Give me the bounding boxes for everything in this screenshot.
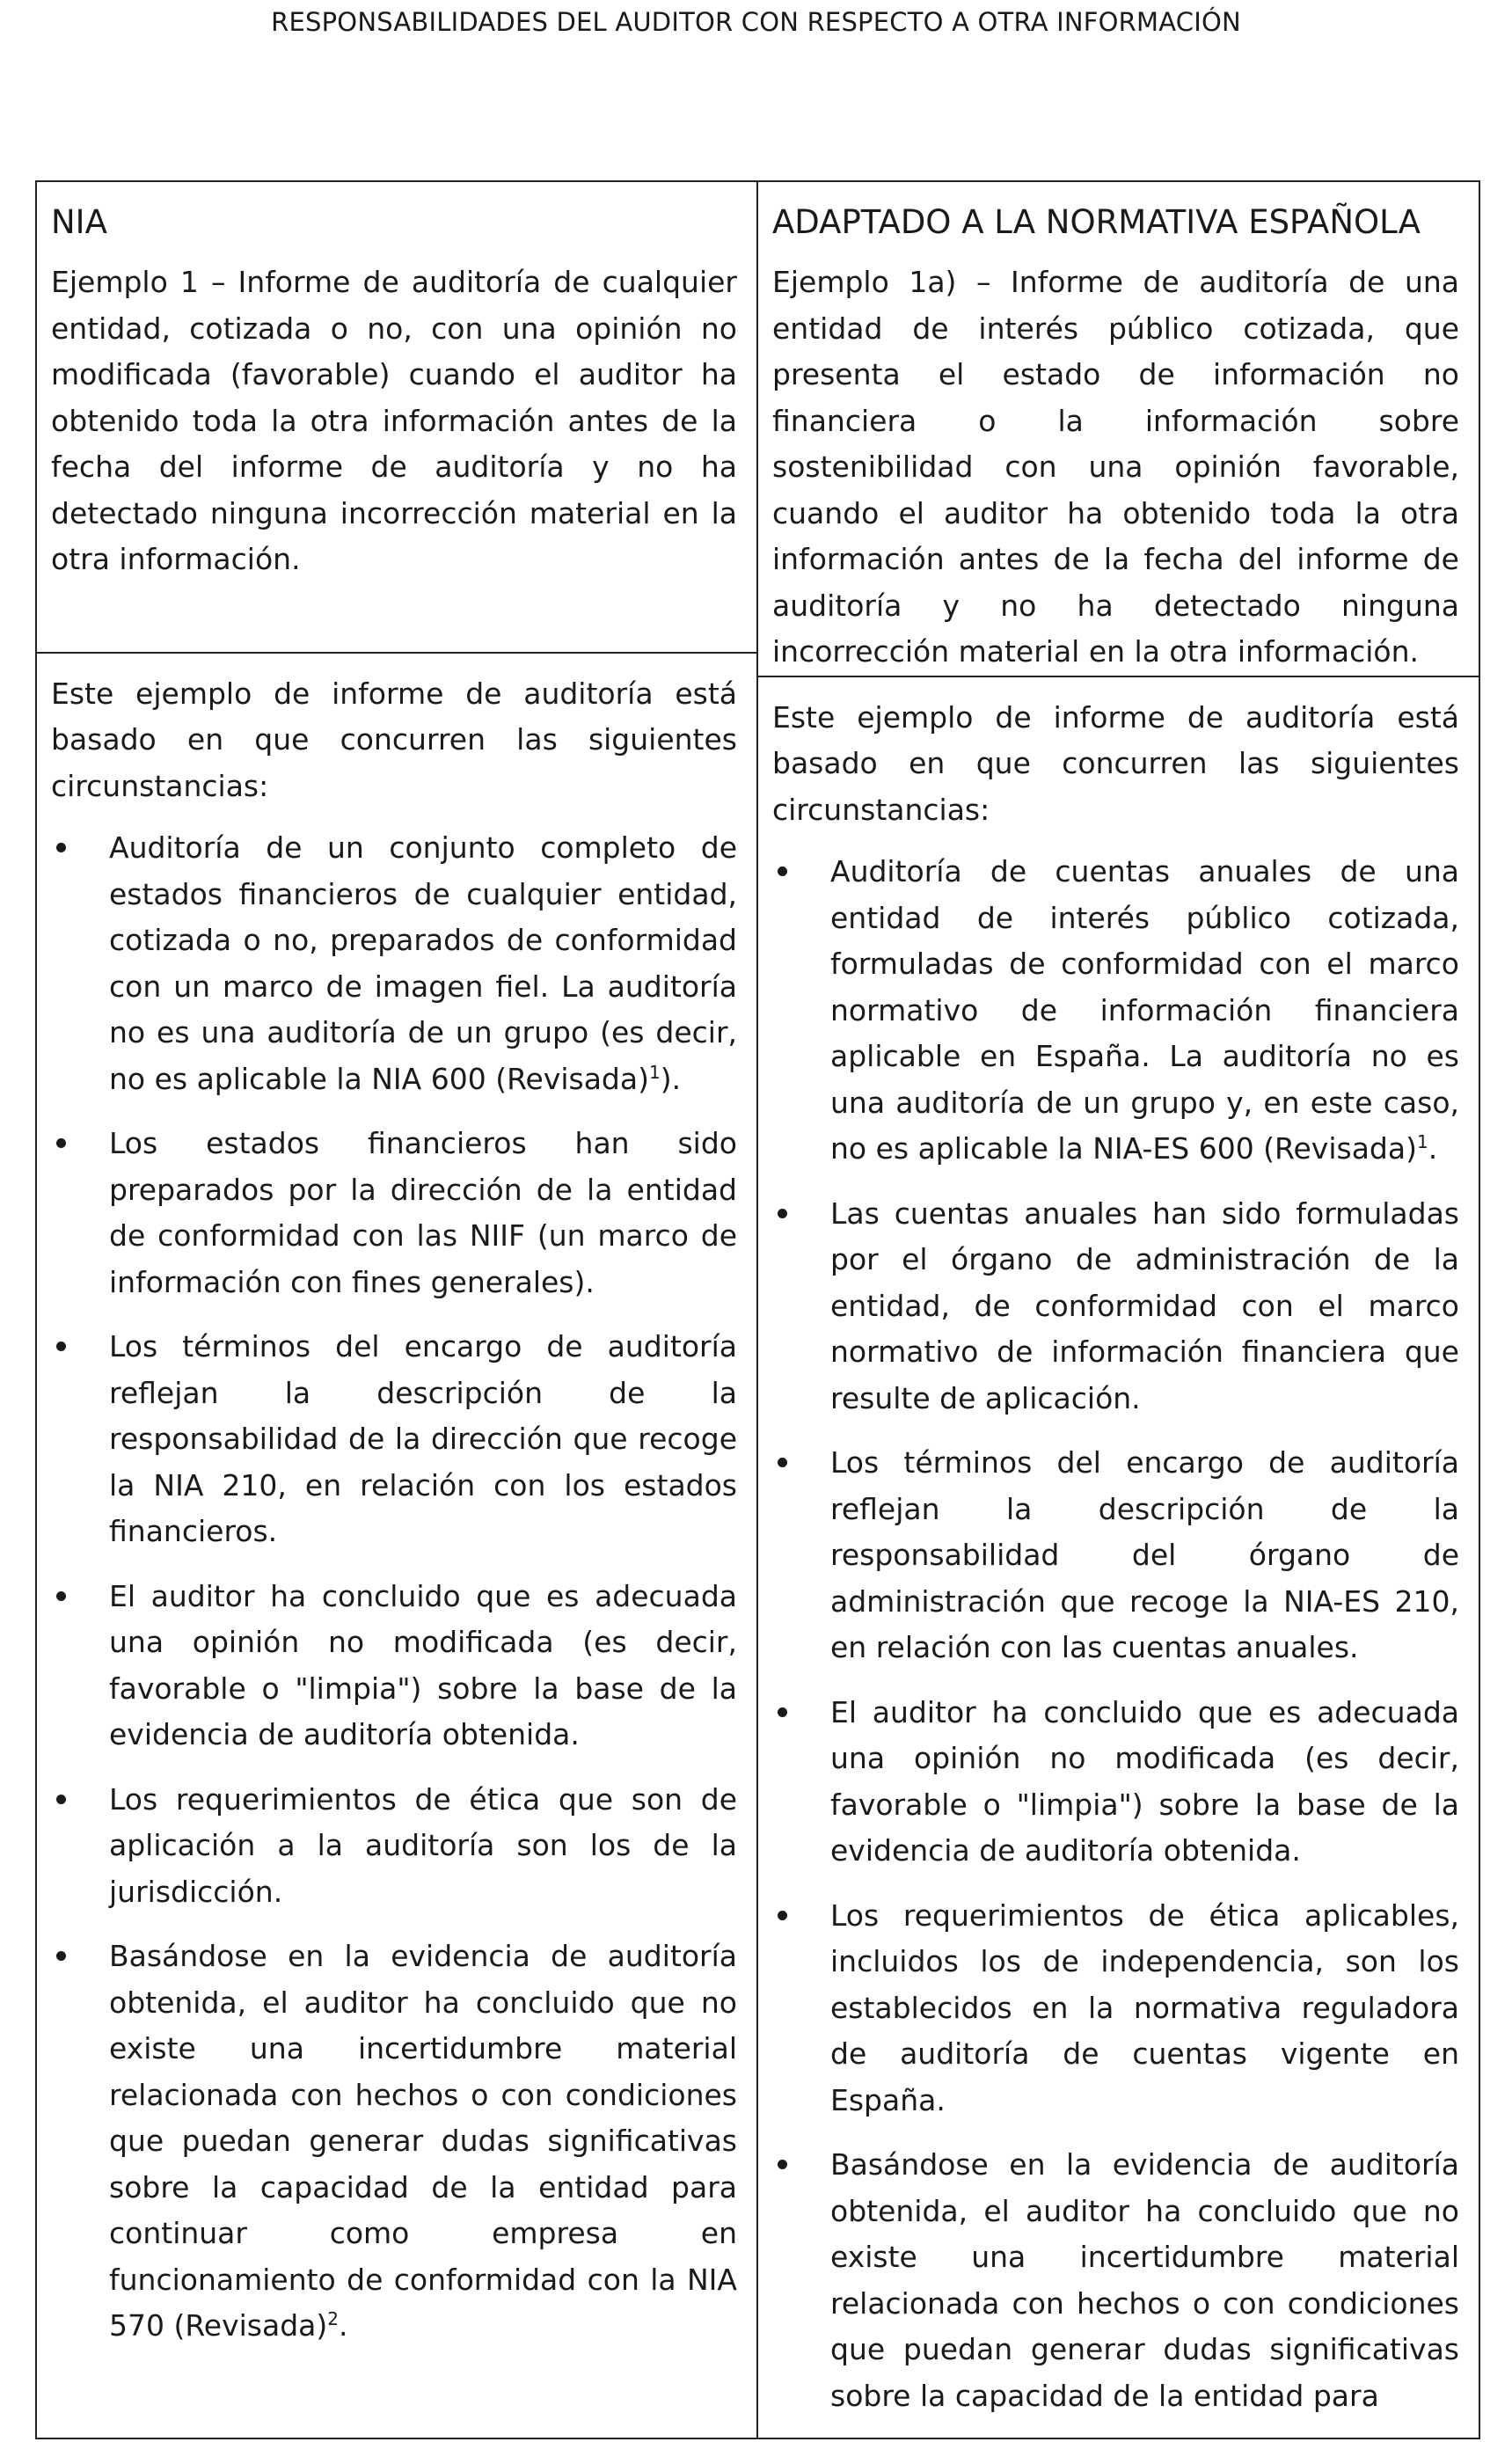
list-item-text: El auditor ha concluido que es adecuada una opinión no modificada (es decir, favorable o "limpia") sobre la base de la evidencia de auditoría obtenida. [830, 1694, 1459, 1868]
intro-paragraph: Este ejemplo de informe de auditoría está basado en que concurren las siguientes circunstancias: [772, 699, 1459, 827]
list-item [51, 1121, 737, 1305]
column-heading-adapted: ADAPTADO A LA NORMATIVA ESPAÑOLA [772, 203, 1421, 241]
list-item-text: Basándose en la evidencia de auditoría obtenida, el auditor ha concluido que no existe una incertidumbre material relacionada con hechos o con condiciones que puedan generar dudas significativas sobre la capacidad de la entidad para continuar como empresa en funcionamiento de conformidad con la NIA 570 (Revisada) [109, 1939, 737, 2343]
list-item-text-end: . [339, 2308, 348, 2343]
list-item [51, 1574, 737, 1758]
row-separator [37, 583, 756, 654]
comparison-table [35, 180, 1480, 2439]
list-item [51, 1324, 737, 1555]
list-item-text-end: . [1428, 1131, 1438, 1166]
page-header: RESPONSABILIDADES DEL AUDITOR CON RESPECTO A OTRA INFORMACIÓN [271, 7, 1241, 37]
list-item-text-end: ). [660, 1061, 682, 1096]
footnote-mark: 2 [327, 2308, 339, 2329]
footnote-mark: 1 [1416, 1131, 1428, 1152]
list-item [772, 849, 1459, 1173]
list-item-text: Los términos del encargo de auditoría reflejan la descripción de la responsabilidad del órgano de administración que recoge la NIA-ES 210, en relación con las cuentas anuales. [830, 1445, 1459, 1664]
list-item-text: Los estados financieros han sido preparados por la dirección de la entidad de conformidad con las NIIF (un marco de información con fines generales). [109, 1126, 737, 1299]
list-item [772, 2142, 1459, 2419]
list-item [772, 1191, 1459, 1422]
circumstances-list [51, 825, 737, 2350]
list-item-text: Los requerimientos de ética aplicables, incluidos los de independencia, son los establecidos en la normativa reguladora de auditoría de cuentas vigente en España. [830, 1897, 1459, 2117]
list-item-text: Auditoría de un conjunto completo de estados financieros de cualquier entidad, cotizada o no, preparados de conformidad con un marco de imagen fiel. La auditoría no es una auditoría de un grupo (es decir, no es aplicable la NIA 600 (Revisada) [109, 830, 737, 1096]
list-item-text: Basándose en la evidencia de auditoría obtenida, el auditor ha concluido que no existe una incertidumbre material relacionada con hechos o con condiciones que puedan generar dudas significativas sobre la capacidad de la entidad para [830, 2147, 1459, 2413]
example-title: Ejemplo 1 – Informe de auditoría de cualquier entidad, cotizada o no, con una opinión no modificada (favorable) cuando el auditor ha obtenido toda la otra información antes de la fecha del informe de auditoría y no ha detectado ninguna incorrección material en la otra información. [51, 265, 737, 576]
list-item [51, 825, 737, 1102]
row-separator [758, 676, 1479, 677]
list-item-text: Auditoría de cuentas anuales de una entidad de interés público cotizada, formuladas de conformidad con el marco normativo de información financiera aplicable en España. La auditoría no es una auditoría de un grupo y, en este caso, no es aplicable la NIA-ES 600 (Revisada) [830, 854, 1459, 1166]
list-item [772, 1893, 1459, 2124]
nia-column [36, 181, 757, 2438]
list-item-text: Los términos del encargo de auditoría reflejan la descripción de la responsabilidad de la dirección que recoge la NIA 210, en relación con los estados financieros. [109, 1329, 737, 1548]
example-title: Ejemplo 1a) – Informe de auditoría de una entidad de interés público cotizada, que presenta el estado de información no financiera o la información sobre sostenibilidad con una opinión favorable, cuando el auditor ha obtenido toda la otra información antes de la fecha del informe de auditoría y no ha detectado ninguna incorrección material en la otra información. [772, 265, 1459, 669]
list-item [772, 1440, 1459, 1671]
list-item [51, 1777, 737, 1916]
column-heading-nia: NIA [51, 203, 107, 241]
footnote-mark: 1 [648, 1061, 661, 1083]
list-item-text: El auditor ha concluido que es adecuada una opinión no modificada (es decir, favorable o "limpia") sobre la base de la evidencia de auditoría obtenida. [109, 1578, 737, 1751]
list-item-text: Las cuentas anuales han sido formuladas por el órgano de administración de la entidad, de conformidad con el marco normativo de información financiera que resulte de aplicación. [830, 1195, 1459, 1415]
list-item [772, 1690, 1459, 1875]
list-item-text: Los requerimientos de ética que son de aplicación a la auditoría son los de la jurisdicción. [109, 1781, 737, 1909]
list-item [51, 1934, 737, 2350]
intro-paragraph: Este ejemplo de informe de auditoría está basado en que concurren las siguientes circunstancias: [51, 676, 737, 803]
circumstances-list [772, 849, 1459, 2419]
spanish-adaptation-column [757, 181, 1479, 2438]
